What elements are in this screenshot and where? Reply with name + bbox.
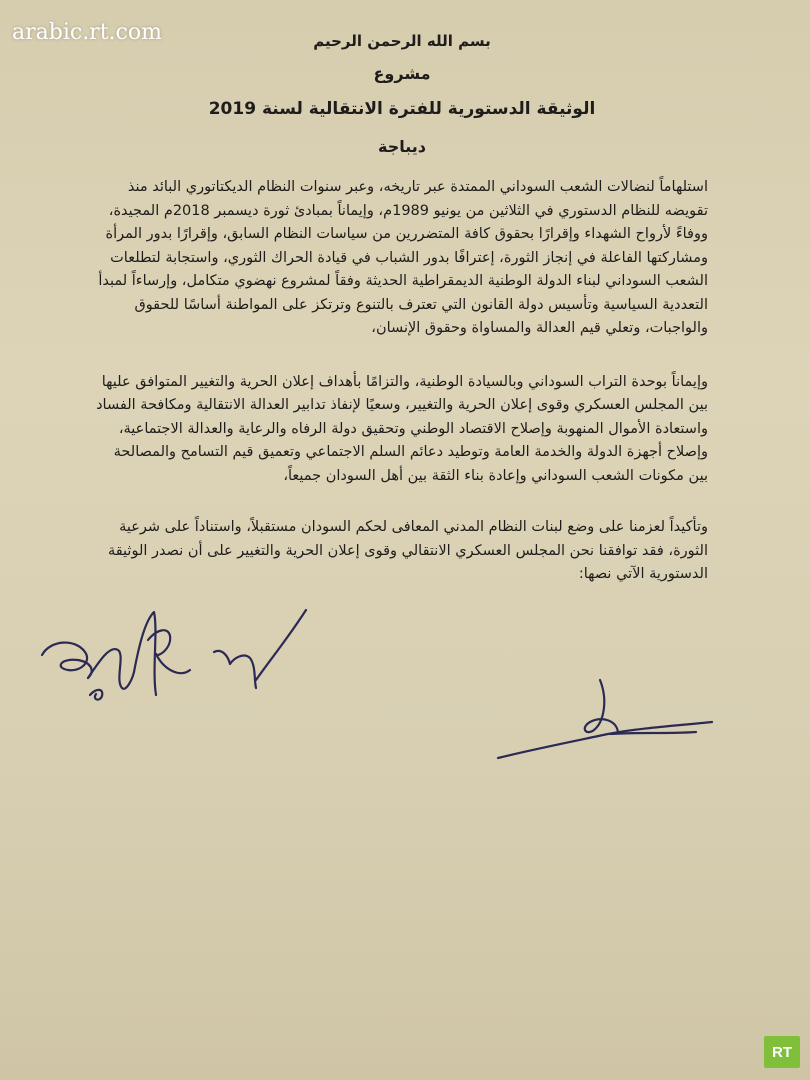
draft-label: مشروع [373,64,431,83]
paragraph-1 [96,176,708,341]
paragraph-2 [96,371,708,489]
paragraph-line: تقويضه للنظام الدستوري في الثلاثين من يونيو 1989م، وإيماناً بمبادئ ثورة ديسمبر 2018م المجيدة، [108,202,708,219]
paragraph-line: وإصلاح أجهزة الدولة والخدمة العامة وتوطيد دعائم السلم الاجتماعي وتعميق قيم التسامح والمصالحة [113,444,708,460]
paragraph-line: واستعادة الأموال المنهوبة وإصلاح الاقتصاد الوطني وتحقيق دولة الرفاه والرعاية والعدالة الاجتماعية، [118,420,708,437]
signature-left [30,600,320,730]
document-title: الوثيقة الدستورية للفترة الانتقالية لسنة 2019 [208,99,596,119]
paragraph-line: استلهاماً لنضالات الشعب السوداني الممتدة عبر تاريخه، وعبر سنوات النظام الديكتاتوري البائد منذ [127,179,708,195]
paragraph-line: الثورة، فقد توافقنا نحن المجلس العسكري الانتقالي وقوى إعلان الحرية والتغيير على أن نصدر الوثيقة [107,542,708,559]
paragraph-line: التعددية السياسية وتأسيس دولة القانون التي تعترف بالتنوع وترتكز على المواطنة أساسًا للحقوق [134,296,708,313]
preamble-heading: ديباجة [378,137,426,156]
paragraph-3 [96,516,708,587]
signature-right [490,670,740,770]
site-watermark: arabic.rt.com [12,20,162,45]
paragraph-line: ومشاركتها الفاعلة في إنجاز الثورة، إعترافًا بدور الشباب في قيادة الحراك الثوري، واستجابة لتطلعات [110,249,708,266]
paragraph-line: الشعب السوداني لبناء الدولة الوطنية الديمقراطية الحديثة وفقاً لمشروع نهضوي متكامل، وإرساءاً لمبدأ [98,273,708,289]
paragraph-line: بين مكونات الشعب السوداني وإعادة بناء الثقة بين أهل السودان جميعاً، [283,467,708,484]
paragraph-line: الدستورية الآتي نصها: [578,566,708,582]
rt-logo: RT [764,1036,800,1068]
basmala-heading: بسم الله الرحمن الرحيم [313,32,491,50]
paragraph-line: ووفاءً لأرواح الشهداء وإقرارًا بحقوق كافة المتضررين من سياسات النظام السابق، وإقرارًا بدور المرأة [105,226,708,242]
paragraph-line: وتأكيداً لعزمنا على وضع لبنات النظام المدني المعافى لحكم السودان مستقبلاً، واستناداً على شرعية [119,519,708,535]
paragraph-line: بين المجلس العسكري وقوى إعلان الحرية والتغيير، وسعيًا لإنفاذ تدابير العدالة الانتقالية ومكافحة الفساد [96,397,708,413]
document-body [96,30,708,587]
paragraph-line: والواجبات، وتعلي قيم العدالة والمساواة وحقوق الإنسان، [371,320,708,336]
paragraph-line: وإيماناً بوحدة التراب السوداني وبالسيادة الوطنية، والتزامًا بأهداف إعلان الحرية والتغيير المتوافق عليها [101,373,708,390]
